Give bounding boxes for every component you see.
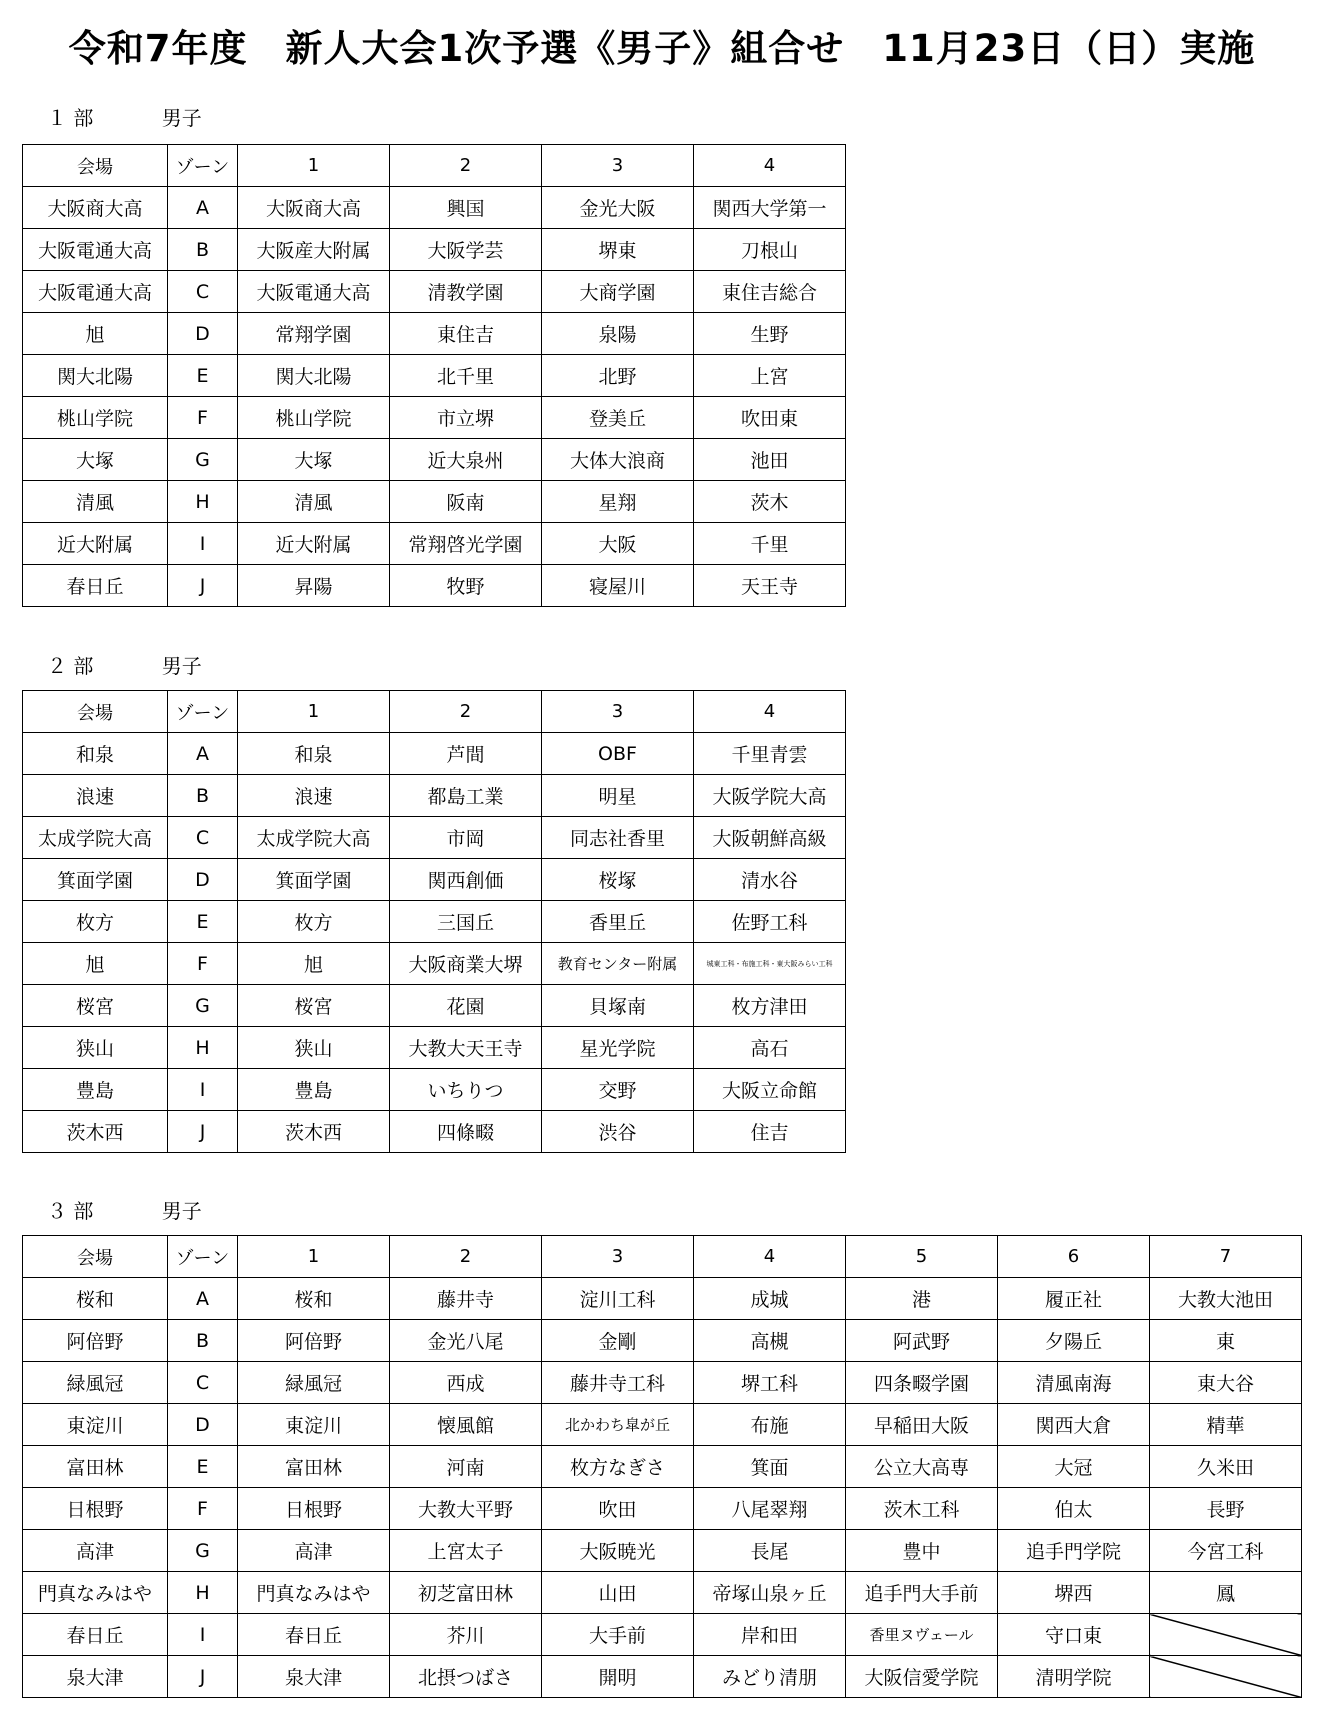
section-2-table xyxy=(22,690,846,1153)
zone-cell: C xyxy=(168,271,238,313)
section-2-division: ２ 部 xyxy=(47,654,94,678)
school-cell: 東住吉総合 xyxy=(694,271,846,313)
venue-cell: 大阪電通大高 xyxy=(23,271,168,313)
school-cell: 初芝富田林 xyxy=(390,1572,542,1614)
school-cell: 藤井寺 xyxy=(390,1278,542,1320)
school-cell: 香里ヌヴェール xyxy=(846,1614,998,1656)
school-cell: 登美丘 xyxy=(542,397,694,439)
school-cell: 久米田 xyxy=(1150,1446,1302,1488)
venue-cell: 春日丘 xyxy=(23,565,168,607)
zone-cell: J xyxy=(168,565,238,607)
school-cell: 堺東 xyxy=(542,229,694,271)
zone-cell: J xyxy=(168,1111,238,1153)
section-3-label xyxy=(47,1195,202,1224)
school-cell: 大教大平野 xyxy=(390,1488,542,1530)
empty-slot-cell xyxy=(1150,1656,1302,1698)
school-cell: 北摂つばさ xyxy=(390,1656,542,1698)
column-header: 会場 xyxy=(23,1236,168,1278)
school-cell: 箕面学園 xyxy=(238,859,390,901)
venue-cell: 阿倍野 xyxy=(23,1320,168,1362)
table-row xyxy=(23,565,846,607)
school-cell: 追手門大手前 xyxy=(846,1572,998,1614)
school-cell: 北かわち皐が丘 xyxy=(542,1404,694,1446)
column-header: ゾーン xyxy=(168,1236,238,1278)
school-cell: 高石 xyxy=(694,1027,846,1069)
section-1-division: １ 部 xyxy=(47,106,94,130)
school-cell: 大手前 xyxy=(542,1614,694,1656)
column-header: 3 xyxy=(542,691,694,733)
school-cell: 堺工科 xyxy=(694,1362,846,1404)
table-row xyxy=(23,1488,1302,1530)
venue-cell: 狭山 xyxy=(23,1027,168,1069)
section-1-label xyxy=(47,102,202,131)
school-cell: 北千里 xyxy=(390,355,542,397)
zone-cell: C xyxy=(168,817,238,859)
column-header: 1 xyxy=(238,1236,390,1278)
venue-cell: 春日丘 xyxy=(23,1614,168,1656)
table-row xyxy=(23,943,846,985)
venue-cell: 旭 xyxy=(23,943,168,985)
table-row xyxy=(23,397,846,439)
table-row xyxy=(23,775,846,817)
venue-cell: 大塚 xyxy=(23,439,168,481)
empty-slot-cell xyxy=(1150,1614,1302,1656)
section-3-table xyxy=(22,1235,1302,1698)
school-cell: 清風南海 xyxy=(998,1362,1150,1404)
school-cell: 上宮 xyxy=(694,355,846,397)
venue-cell: 高津 xyxy=(23,1530,168,1572)
zone-cell: D xyxy=(168,859,238,901)
school-cell: 佐野工科 xyxy=(694,901,846,943)
school-cell: 吹田 xyxy=(542,1488,694,1530)
school-cell: 茨木工科 xyxy=(846,1488,998,1530)
column-header: 2 xyxy=(390,145,542,187)
school-cell: 守口東 xyxy=(998,1614,1150,1656)
table-row xyxy=(23,481,846,523)
school-cell: 清教学園 xyxy=(390,271,542,313)
school-cell: 東 xyxy=(1150,1320,1302,1362)
school-cell: 清風 xyxy=(238,481,390,523)
school-cell: 夕陽丘 xyxy=(998,1320,1150,1362)
school-cell: 貝塚南 xyxy=(542,985,694,1027)
school-cell: 東大谷 xyxy=(1150,1362,1302,1404)
table-row xyxy=(23,313,846,355)
zone-cell: E xyxy=(168,355,238,397)
school-cell: 狭山 xyxy=(238,1027,390,1069)
column-header: 7 xyxy=(1150,1236,1302,1278)
column-header: ゾーン xyxy=(168,691,238,733)
school-cell: 大教大池田 xyxy=(1150,1278,1302,1320)
zone-cell: H xyxy=(168,481,238,523)
school-cell: 高槻 xyxy=(694,1320,846,1362)
school-cell: 金剛 xyxy=(542,1320,694,1362)
zone-cell: F xyxy=(168,943,238,985)
school-cell: 履正社 xyxy=(998,1278,1150,1320)
zone-cell: J xyxy=(168,1656,238,1698)
table-row xyxy=(23,1404,1302,1446)
school-cell: 枚方津田 xyxy=(694,985,846,1027)
school-cell: 高津 xyxy=(238,1530,390,1572)
venue-cell: 近大附属 xyxy=(23,523,168,565)
school-cell: 大冠 xyxy=(998,1446,1150,1488)
school-cell: 常翔学園 xyxy=(238,313,390,355)
school-cell: 常翔啓光学園 xyxy=(390,523,542,565)
zone-cell: D xyxy=(168,1404,238,1446)
school-cell: 千里 xyxy=(694,523,846,565)
venue-cell: 門真なみはや xyxy=(23,1572,168,1614)
school-cell: いちりつ xyxy=(390,1069,542,1111)
school-cell: 箕面 xyxy=(694,1446,846,1488)
school-cell: 花園 xyxy=(390,985,542,1027)
school-cell: 芦間 xyxy=(390,733,542,775)
column-header: 3 xyxy=(542,145,694,187)
school-cell: 星光学院 xyxy=(542,1027,694,1069)
school-cell: 大阪商大高 xyxy=(238,187,390,229)
school-cell: 関西創価 xyxy=(390,859,542,901)
school-cell: 春日丘 xyxy=(238,1614,390,1656)
table-row xyxy=(23,1446,1302,1488)
venue-cell: 桜宮 xyxy=(23,985,168,1027)
section-1-table xyxy=(22,144,846,607)
school-cell: 寝屋川 xyxy=(542,565,694,607)
school-cell: 港 xyxy=(846,1278,998,1320)
school-cell: 追手門学院 xyxy=(998,1530,1150,1572)
venue-cell: 大阪電通大高 xyxy=(23,229,168,271)
table-row xyxy=(23,271,846,313)
table-row xyxy=(23,1320,1302,1362)
section-3-gender: 男子 xyxy=(161,1199,202,1223)
school-cell: 淀川工科 xyxy=(542,1278,694,1320)
school-cell: 旭 xyxy=(238,943,390,985)
zone-cell: D xyxy=(168,313,238,355)
school-cell: 豊中 xyxy=(846,1530,998,1572)
school-cell: OBF xyxy=(542,733,694,775)
school-cell: 桜宮 xyxy=(238,985,390,1027)
venue-cell: 和泉 xyxy=(23,733,168,775)
column-header: 2 xyxy=(390,691,542,733)
school-cell: 池田 xyxy=(694,439,846,481)
school-cell: 金光八尾 xyxy=(390,1320,542,1362)
venue-cell: 緑風冠 xyxy=(23,1362,168,1404)
school-cell: 東住吉 xyxy=(390,313,542,355)
header-row xyxy=(23,145,846,187)
school-cell: 帝塚山泉ヶ丘 xyxy=(694,1572,846,1614)
venue-cell: 大阪商大高 xyxy=(23,187,168,229)
venue-cell: 箕面学園 xyxy=(23,859,168,901)
school-cell: 明星 xyxy=(542,775,694,817)
column-header: 会場 xyxy=(23,691,168,733)
section-3-division: ３ 部 xyxy=(47,1199,94,1223)
school-cell: 堺西 xyxy=(998,1572,1150,1614)
school-cell: 清明学院 xyxy=(998,1656,1150,1698)
table-row xyxy=(23,439,846,481)
zone-cell: A xyxy=(168,733,238,775)
table-row xyxy=(23,733,846,775)
zone-cell: H xyxy=(168,1572,238,1614)
school-cell: 今宮工科 xyxy=(1150,1530,1302,1572)
zone-cell: F xyxy=(168,1488,238,1530)
table-row xyxy=(23,355,846,397)
column-header: 4 xyxy=(694,1236,846,1278)
school-cell: 大阪産大附属 xyxy=(238,229,390,271)
school-cell: 市岡 xyxy=(390,817,542,859)
school-cell: 関大北陽 xyxy=(238,355,390,397)
school-cell: 交野 xyxy=(542,1069,694,1111)
table-row xyxy=(23,1614,1302,1656)
school-cell: 大阪電通大高 xyxy=(238,271,390,313)
school-cell: 懐風館 xyxy=(390,1404,542,1446)
venue-cell: 富田林 xyxy=(23,1446,168,1488)
school-cell: 伯太 xyxy=(998,1488,1150,1530)
section-1-gender: 男子 xyxy=(161,106,202,130)
table-row xyxy=(23,1111,846,1153)
school-cell: 枚方 xyxy=(238,901,390,943)
column-header: 1 xyxy=(238,691,390,733)
school-cell: 興国 xyxy=(390,187,542,229)
table-row xyxy=(23,1530,1302,1572)
school-cell: 芥川 xyxy=(390,1614,542,1656)
table-row xyxy=(23,859,846,901)
school-cell: 吹田東 xyxy=(694,397,846,439)
school-cell: 刀根山 xyxy=(694,229,846,271)
column-header: 5 xyxy=(846,1236,998,1278)
school-cell: 阿倍野 xyxy=(238,1320,390,1362)
school-cell: 浪速 xyxy=(238,775,390,817)
school-cell: 枚方なぎさ xyxy=(542,1446,694,1488)
school-cell: 泉大津 xyxy=(238,1656,390,1698)
column-header: 3 xyxy=(542,1236,694,1278)
school-cell: 香里丘 xyxy=(542,901,694,943)
school-cell: 泉陽 xyxy=(542,313,694,355)
school-cell: 阪南 xyxy=(390,481,542,523)
zone-cell: G xyxy=(168,1530,238,1572)
zone-cell: E xyxy=(168,1446,238,1488)
table-row xyxy=(23,985,846,1027)
zone-cell: B xyxy=(168,229,238,271)
zone-cell: B xyxy=(168,1320,238,1362)
school-cell: 茨木 xyxy=(694,481,846,523)
venue-cell: 桃山学院 xyxy=(23,397,168,439)
table-row xyxy=(23,187,846,229)
venue-cell: 日根野 xyxy=(23,1488,168,1530)
school-cell: 大阪学芸 xyxy=(390,229,542,271)
school-cell: 渋谷 xyxy=(542,1111,694,1153)
header-row xyxy=(23,1236,1302,1278)
school-cell: 上宮太子 xyxy=(390,1530,542,1572)
school-cell: 西成 xyxy=(390,1362,542,1404)
school-cell: 河南 xyxy=(390,1446,542,1488)
venue-cell: 茨木西 xyxy=(23,1111,168,1153)
school-cell: 成城 xyxy=(694,1278,846,1320)
school-cell: 桜和 xyxy=(238,1278,390,1320)
venue-cell: 東淀川 xyxy=(23,1404,168,1446)
school-cell: 東淀川 xyxy=(238,1404,390,1446)
school-cell: 昇陽 xyxy=(238,565,390,607)
school-cell: 教育センター附属 xyxy=(542,943,694,985)
venue-cell: 太成学院大高 xyxy=(23,817,168,859)
zone-cell: F xyxy=(168,397,238,439)
school-cell: 山田 xyxy=(542,1572,694,1614)
school-cell: 公立大高専 xyxy=(846,1446,998,1488)
venue-cell: 桜和 xyxy=(23,1278,168,1320)
school-cell: 清水谷 xyxy=(694,859,846,901)
venue-cell: 浪速 xyxy=(23,775,168,817)
school-cell: 岸和田 xyxy=(694,1614,846,1656)
school-cell: 大阪信愛学院 xyxy=(846,1656,998,1698)
school-cell: 大塚 xyxy=(238,439,390,481)
school-cell: 布施 xyxy=(694,1404,846,1446)
column-header: 会場 xyxy=(23,145,168,187)
venue-cell: 泉大津 xyxy=(23,1656,168,1698)
school-cell: 大阪暁光 xyxy=(542,1530,694,1572)
school-cell: 太成学院大高 xyxy=(238,817,390,859)
table-row xyxy=(23,817,846,859)
zone-cell: H xyxy=(168,1027,238,1069)
school-cell: 長尾 xyxy=(694,1530,846,1572)
school-cell: 阿武野 xyxy=(846,1320,998,1362)
school-cell: 市立堺 xyxy=(390,397,542,439)
zone-cell: A xyxy=(168,187,238,229)
school-cell: 大阪立命館 xyxy=(694,1069,846,1111)
school-cell: 門真なみはや xyxy=(238,1572,390,1614)
school-cell: 星翔 xyxy=(542,481,694,523)
school-cell: 大阪 xyxy=(542,523,694,565)
table-row xyxy=(23,523,846,565)
venue-cell: 関大北陽 xyxy=(23,355,168,397)
school-cell: 桜塚 xyxy=(542,859,694,901)
school-cell: 生野 xyxy=(694,313,846,355)
school-cell: 近大附属 xyxy=(238,523,390,565)
column-header: 2 xyxy=(390,1236,542,1278)
school-cell: 精華 xyxy=(1150,1404,1302,1446)
school-cell: 住吉 xyxy=(694,1111,846,1153)
table-row xyxy=(23,1027,846,1069)
zone-cell: A xyxy=(168,1278,238,1320)
table-row xyxy=(23,1362,1302,1404)
column-header: ゾーン xyxy=(168,145,238,187)
school-cell: 近大泉州 xyxy=(390,439,542,481)
column-header: 1 xyxy=(238,145,390,187)
school-cell: 関西大学第一 xyxy=(694,187,846,229)
school-cell: 大阪商業大堺 xyxy=(390,943,542,985)
school-cell: 早稲田大阪 xyxy=(846,1404,998,1446)
school-cell: 大阪学院大高 xyxy=(694,775,846,817)
zone-cell: C xyxy=(168,1362,238,1404)
table-row xyxy=(23,1069,846,1111)
school-cell: 日根野 xyxy=(238,1488,390,1530)
school-cell: 牧野 xyxy=(390,565,542,607)
school-cell: 桃山学院 xyxy=(238,397,390,439)
table-row xyxy=(23,229,846,271)
school-cell: 鳳 xyxy=(1150,1572,1302,1614)
venue-cell: 清風 xyxy=(23,481,168,523)
venue-cell: 枚方 xyxy=(23,901,168,943)
zone-cell: I xyxy=(168,1069,238,1111)
school-cell: 天王寺 xyxy=(694,565,846,607)
school-cell: 四条畷学園 xyxy=(846,1362,998,1404)
school-cell: 長野 xyxy=(1150,1488,1302,1530)
school-cell: 城東工科・布施工科・東大阪みらい工科 xyxy=(694,943,846,985)
header-row xyxy=(23,691,846,733)
column-header: 4 xyxy=(694,145,846,187)
school-cell: 八尾翠翔 xyxy=(694,1488,846,1530)
table-row xyxy=(23,1572,1302,1614)
table-row xyxy=(23,901,846,943)
school-cell: 金光大阪 xyxy=(542,187,694,229)
school-cell: 都島工業 xyxy=(390,775,542,817)
table-row xyxy=(23,1278,1302,1320)
zone-cell: G xyxy=(168,439,238,481)
table-row xyxy=(23,1656,1302,1698)
school-cell: 開明 xyxy=(542,1656,694,1698)
zone-cell: I xyxy=(168,523,238,565)
school-cell: 四條畷 xyxy=(390,1111,542,1153)
section-2-label xyxy=(47,650,202,679)
school-cell: 豊島 xyxy=(238,1069,390,1111)
school-cell: 藤井寺工科 xyxy=(542,1362,694,1404)
zone-cell: I xyxy=(168,1614,238,1656)
school-cell: 北野 xyxy=(542,355,694,397)
school-cell: 和泉 xyxy=(238,733,390,775)
school-cell: 千里青雲 xyxy=(694,733,846,775)
venue-cell: 旭 xyxy=(23,313,168,355)
school-cell: 富田林 xyxy=(238,1446,390,1488)
school-cell: 三国丘 xyxy=(390,901,542,943)
school-cell: 大体大浪商 xyxy=(542,439,694,481)
zone-cell: E xyxy=(168,901,238,943)
column-header: 4 xyxy=(694,691,846,733)
zone-cell: B xyxy=(168,775,238,817)
section-2-gender: 男子 xyxy=(161,654,202,678)
school-cell: 大商学園 xyxy=(542,271,694,313)
school-cell: 関西大倉 xyxy=(998,1404,1150,1446)
school-cell: 茨木西 xyxy=(238,1111,390,1153)
school-cell: 大阪朝鮮高級 xyxy=(694,817,846,859)
school-cell: 大教大天王寺 xyxy=(390,1027,542,1069)
page-title: 令和7年度 新人大会1次予選《男子》組合せ 11月23日（日）実施 xyxy=(68,27,1256,70)
venue-cell: 豊島 xyxy=(23,1069,168,1111)
school-cell: 同志社香里 xyxy=(542,817,694,859)
school-cell: みどり清朋 xyxy=(694,1656,846,1698)
school-cell: 緑風冠 xyxy=(238,1362,390,1404)
zone-cell: G xyxy=(168,985,238,1027)
column-header: 6 xyxy=(998,1236,1150,1278)
